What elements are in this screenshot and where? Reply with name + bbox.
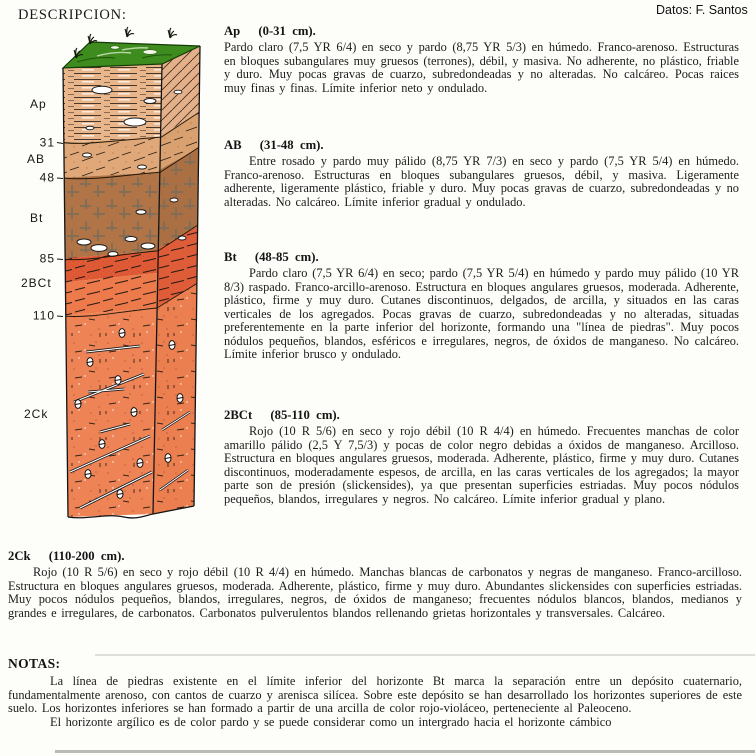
depth-label-31: 31 xyxy=(39,135,55,150)
horizon-code: Bt xyxy=(224,250,237,264)
note-paragraph: La línea de piedras existente en el límite inferior del horizonte Bt marca la separación entre un depósito cuaternario, fundamentalmente arenoso, con cantos de cuarzo y arenisca silícea. Sobre este depósito se han desarrollado los horizontes superiores de este suelo. Los horizontes inferiores se han formado a partir de una arcilla de color rojo-violáceo, perteneciente al Paleoceno. xyxy=(8,674,742,715)
horizon-section-2bct xyxy=(224,408,739,506)
horizon-description: Pardo claro (7,5 YR 6/4) en seco y pardo (8,75 YR 5/3) en húmedo. Franco-arenoso. Estructuras en bloques subangulares muy gruesos (terrones), débil, y masiva. No adherente, no plástico, friable y duro. Muy pocas gravas de cuarzo, subredondeadas y no alteradas. No calcáreo. Pocas raices muy finas y finas. Límite inferior neto y ondulado. xyxy=(224,40,739,95)
horizon-heading xyxy=(8,549,742,563)
horizon-heading xyxy=(224,408,739,422)
depth-tick-marks xyxy=(57,143,63,317)
depth-label-85: 85 xyxy=(39,251,55,266)
horizon-range: (48-85 cm). xyxy=(254,250,319,264)
diagram-label-ab: AB xyxy=(27,152,46,166)
horizon-section-ab xyxy=(224,138,739,209)
horizon-description: Rojo (10 R 5/6) en seco y rojo débil (10 R 4/4) en húmedo. Frecuentes manchas de color amarillo pálido (2,5 Y 7,5/3) y pocas de color negro debidas a óxidos de manganeso. Arcilloso. Estructura en bloques angulares gruesos, moderada. Adherente, plástico, firme y muy duro. Cutanes discontinuos, moderadamente espesos, de arcilla, en las caras verticales de los agregados; la mayor parte son de presión (slickensides), ya que presentan superficies estriadas. Muy pocos nódulos pequeños, blandos, irregulares y negros. No calcáreo. Límite inferior gradual y plano. xyxy=(224,424,739,506)
diagram-label-2bct: 2BCt xyxy=(21,276,52,290)
horizon-description: Rojo (10 R 5/6) en seco y rojo débil (10 R 4/4) en húmedo. Manchas blancas de carbonatos y negras de manganeso. Franco-arcilloso. Estructura en bloques angulares gruesos, moderada. Adherente, plástico, firme y muy duro. Abundantes slickensides con superficies estriadas. Muy pocos nódulos pequeños, blandos, irregulares, negros, de óxidos de manganeso; frecuentes nódulos blancos, blandos, medianos y grandes e irregulares, de carbonatos. Carbonatos pulverulentos blandos rellenando grietas horizontales y transversales. Calcáreo. xyxy=(8,565,742,620)
horizon-code: Ap xyxy=(224,24,241,38)
horizon-code: 2Ck xyxy=(8,549,31,563)
horizon-description: Pardo claro (7,5 YR 6/4) en seco; pardo (7,5 YR 5/4) en húmedo y pardo muy pálido (10 YR 8/3) raspado. Franco-arcillo-arenoso. Estructura en bloques angulares gruesos, moderada. Adherente, plástico, firme y muy duro. Cutanes discontinuos, delgados, de arcilla, y situados en las caras verticales de los agregados. Pocas gravas de cuarzo, subredondeadas y no alteradas, situadas preferentemente en la parte inferior del horizonte, formando una "línea de piedras". Muy pocos nódulos pequeños, blandos, esféricos e irregulares, negros, de óxidos de manganeso. No calcáreo. Límite inferior brusco y ondulado. xyxy=(224,266,739,361)
diagram-label-bt: Bt xyxy=(30,211,44,225)
page-title: DESCRIPCION: xyxy=(18,7,127,23)
diagram-label-ap: Ap xyxy=(30,97,47,111)
horizon-code: AB xyxy=(224,138,242,152)
horizon-range: (0-31 cm). xyxy=(258,24,316,38)
horizon-range: (31-48 cm). xyxy=(259,138,324,152)
data-credit: Datos: F. Santos xyxy=(656,3,748,17)
notes-title: NOTAS: xyxy=(8,656,61,671)
depth-label-110: 110 xyxy=(32,308,55,323)
horizon-range: (85-110 cm). xyxy=(270,408,340,422)
horizon-code: 2BCt xyxy=(224,408,253,422)
diagram-labels xyxy=(21,97,63,421)
diagram-label-2ck: 2Ck xyxy=(24,407,49,421)
soil-profile-diagram xyxy=(2,25,214,553)
profile-front-face xyxy=(57,58,167,520)
horizon-heading xyxy=(224,24,739,38)
horizon-description: Entre rosado y pardo muy pálido (8,75 YR 7/3) en seco y pardo (7,5 YR 5/4) en húmedo. Franco-arenoso. Estructuras en bloques subangulares gruesos, débil, y masiva. Ligeramente adherente, ligeramente plástico, friable y duro. Muy pocas gravas de cuarzo, subredondeadas y no alteradas. No calcáreo. Límite inferior gradual y ondulado. xyxy=(224,154,739,209)
horizon-heading xyxy=(224,250,739,264)
note-paragraph: El horizonte argílico es de color pardo y se puede considerar como un intergrado hacia el horizonte cámbico xyxy=(50,714,612,729)
horizon-section-2ck xyxy=(8,549,742,620)
notes-section xyxy=(8,656,742,729)
depth-label-48: 48 xyxy=(39,170,55,185)
horizon-section-ap xyxy=(224,24,739,95)
horizon-heading xyxy=(224,138,739,152)
horizon-range: (110-200 cm). xyxy=(48,549,125,563)
horizon-section-bt xyxy=(224,250,739,362)
scan-smudge xyxy=(55,750,755,753)
